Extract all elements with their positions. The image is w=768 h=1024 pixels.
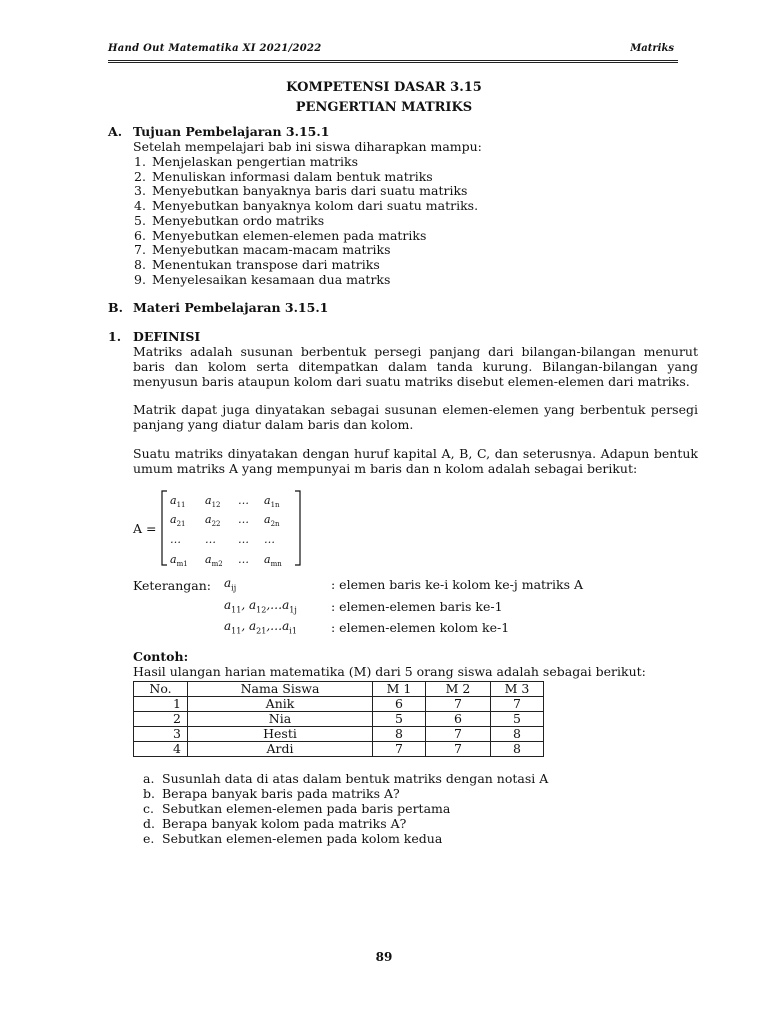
matrix-entry [238, 494, 249, 507]
matrix-entry [170, 513, 185, 528]
keterangan-desc: : elemen baris ke-i kolom ke-j matriks A [331, 577, 584, 592]
matrix-entry-base: a [264, 553, 271, 566]
matrix-label: A = [133, 521, 157, 536]
question-item: Susunlah data di atas dalam bentuk matriks dengan notasi A [162, 771, 549, 786]
keterangan-symbol: $a_{11}$, $a_{21},\dots a_{i1}$ [224, 619, 297, 636]
keterangan-symbol: $a_{11}$, $a_{12},\dots a_{1j}$ [224, 598, 297, 615]
matrix-entry-subscript: 1n [270, 501, 280, 510]
matrix-entry-base: … [238, 553, 249, 566]
goal-item: Menyebutkan banyaknya kolom dari suatu matriks. [152, 198, 479, 214]
goal-number: 3. [134, 183, 146, 199]
definisi-heading: DEFINISI [133, 329, 201, 344]
definisi-paragraph-2: Matrik dapat juga dinyatakan sebagai susunan elemen-elemen yang berbentuk persegi panjang yang diatur dalam baris dan kolom. [133, 402, 698, 432]
section-a-marker: A. [108, 124, 123, 139]
matrix-entry-subscript: 2n [270, 520, 280, 529]
column-header: No. [134, 682, 188, 697]
section-a-heading: Tujuan Pembelajaran 3.15.1 [133, 124, 330, 139]
matrix-entry [205, 533, 216, 546]
table-cell: 7 [426, 697, 491, 712]
column-header: Nama Siswa [188, 682, 373, 697]
matrix-entry [264, 533, 275, 546]
question-letter: a. [143, 771, 155, 786]
keterangan-subscript: 1j [289, 605, 297, 615]
table-cell: 7 [426, 727, 491, 742]
definisi-paragraph-1: Matriks adalah susunan berbentuk persegi panjang dari bilangan-bilangan menurut baris dan kolom serta ditempatkan dalam tanda kurung. Bilangan-bilangan yang menyusun baris ataupun kolom dari suatu matriks disebut elemen-elemen dari matriks. [133, 344, 698, 389]
question-item: Sebutkan elemen-elemen pada kolom kedua [162, 831, 443, 846]
matrix-entry [238, 553, 249, 566]
question-letter: e. [143, 831, 155, 846]
question-item: Sebutkan elemen-elemen pada baris pertama [162, 801, 451, 816]
page-title: KOMPETENSI DASAR 3.15 [286, 80, 482, 95]
table-row [134, 742, 544, 757]
table-cell: 6 [426, 712, 491, 727]
definisi-paragraph-3: Suatu matriks dinyatakan dengan huruf kapital A, B, C, dan seterusnya. Adapun bentuk umum matriks A yang mempunyai m baris dan n kolom adalah sebagai berikut: [133, 446, 698, 476]
goal-number: 9. [134, 271, 146, 287]
table-cell: Nia [188, 712, 373, 727]
table-cell: 4 [134, 742, 188, 757]
table-cell: 5 [491, 712, 544, 727]
matrix-entry-subscript: 21 [176, 520, 186, 529]
matrix-entry [264, 553, 282, 568]
table-cell: 5 [373, 712, 426, 727]
question-letter: c. [143, 801, 154, 816]
section-a-intro: Setelah mempelajari bab ini siswa diharapkan mampu: [133, 139, 482, 154]
column-header: M 3 [491, 682, 544, 697]
table-cell: 3 [134, 727, 188, 742]
matrix-entry-subscript: 22 [211, 520, 221, 529]
matrix-entry-base: … [238, 494, 249, 507]
matrix-entry [238, 513, 249, 526]
running-header-left: Hand Out Matematika XI 2021/2022 [108, 43, 322, 54]
table-cell: 8 [373, 727, 426, 742]
table-cell: 2 [134, 712, 188, 727]
section-b-marker: B. [108, 300, 123, 315]
matrix-entry-base: a [170, 553, 177, 566]
table-cell: 6 [373, 697, 426, 712]
matrix-entry [170, 494, 185, 509]
keterangan-symbol: $a_{ij}$ [224, 576, 237, 593]
page-number: 89 [375, 950, 393, 964]
goal-item: Menyebutkan macam-macam matriks [152, 242, 391, 258]
goal-item: Menyelesaikan kesamaan dua matrks [152, 271, 391, 287]
matrix-entry-base: … [205, 533, 216, 546]
definisi-marker: 1. [108, 329, 122, 344]
matrix-entry-base: … [264, 533, 275, 546]
question-item: Berapa banyak baris pada matriks A? [162, 786, 400, 801]
table-cell: 7 [373, 742, 426, 757]
matrix-entry-base: a [170, 513, 177, 526]
table-cell: Ardi [188, 742, 373, 757]
grades-table [133, 681, 544, 757]
keterangan-label: Keterangan: [133, 578, 212, 593]
table-cell: 1 [134, 697, 188, 712]
matrix-entry-base: a [205, 494, 212, 507]
table-cell: Anik [188, 697, 373, 712]
matrix-entry-base: a [264, 513, 271, 526]
matrix-entry-base: a [264, 494, 271, 507]
keterangan-subscript: ij [231, 583, 237, 593]
goal-item: Menyebutkan ordo matriks [152, 212, 325, 228]
section-b-heading: Materi Pembelajaran 3.15.1 [133, 300, 329, 315]
goal-number: 8. [134, 256, 146, 272]
matrix-entry [170, 533, 181, 546]
table-header-row [134, 682, 544, 697]
matrix-entry [205, 513, 220, 528]
matrix-entry-subscript: m1 [176, 560, 188, 569]
matrix-entry [264, 513, 280, 528]
keterangan-desc: : elemen-elemen baris ke-1 [331, 599, 503, 614]
contoh-intro: Hasil ulangan harian matematika (M) dari 5 orang siswa adalah sebagai berikut: [133, 664, 646, 679]
running-header-right: Matriks [630, 43, 674, 54]
matrix-entry-base: … [238, 513, 249, 526]
matrix-entry [238, 533, 249, 546]
matrix-entry-base: … [238, 533, 249, 546]
goal-number: 4. [134, 198, 146, 214]
keterangan-subscript: 11 [231, 605, 242, 615]
page-subtitle: PENGERTIAN MATRIKS [295, 100, 473, 115]
matrix-entry-base: a [205, 513, 212, 526]
matrix-entry-base: a [205, 553, 212, 566]
column-header: M 1 [373, 682, 426, 697]
keterangan-desc: : elemen-elemen kolom ke-1 [331, 620, 510, 635]
matrix-entry [170, 553, 188, 568]
matrix-entry-base: … [170, 533, 181, 546]
table-cell: 7 [426, 742, 491, 757]
matrix-entry-subscript: m2 [211, 560, 223, 569]
goal-number: 1. [134, 154, 146, 169]
question-item: Berapa banyak kolom pada matriks A? [162, 816, 407, 831]
contoh-heading: Contoh: [133, 649, 189, 664]
keterangan-subscript: 11 [231, 626, 242, 636]
keterangan-subscript: 12 [256, 605, 267, 615]
goal-item: Menjelaskan pengertian matriks [152, 154, 359, 169]
matrix-entry [205, 494, 220, 509]
table-cell: 8 [491, 727, 544, 742]
header-rule-thin [108, 62, 678, 63]
goal-item: Menuliskan informasi dalam bentuk matriks [152, 168, 433, 184]
table-row [134, 712, 544, 727]
table-cell: 7 [491, 697, 544, 712]
table-row [134, 697, 544, 712]
goal-number: 7. [134, 242, 146, 258]
question-letter: b. [143, 786, 155, 801]
matrix-entry-base: a [170, 494, 177, 507]
matrix-entry-subscript: 11 [176, 501, 186, 510]
matrix-entry [264, 494, 280, 509]
keterangan-subscript: 21 [256, 626, 267, 636]
question-letter: d. [143, 816, 155, 831]
column-header: M 2 [426, 682, 491, 697]
goal-item: Menentukan transpose dari matriks [152, 256, 380, 272]
keterangan-subscript: i1 [289, 626, 297, 636]
matrix-entry [205, 553, 223, 568]
matrix-entry-subscript: mn [270, 560, 282, 569]
table-cell: Hesti [188, 727, 373, 742]
goal-number: 6. [134, 227, 146, 243]
table-cell: 8 [491, 742, 544, 757]
matrix-entry-subscript: 12 [211, 501, 221, 510]
goal-number: 5. [134, 212, 146, 228]
goal-number: 2. [134, 168, 146, 184]
header-rule [108, 60, 678, 61]
table-row [134, 727, 544, 742]
goal-item: Menyebutkan elemen-elemen pada matriks [152, 227, 427, 243]
goal-item: Menyebutkan banyaknya baris dari suatu matriks [152, 183, 468, 199]
